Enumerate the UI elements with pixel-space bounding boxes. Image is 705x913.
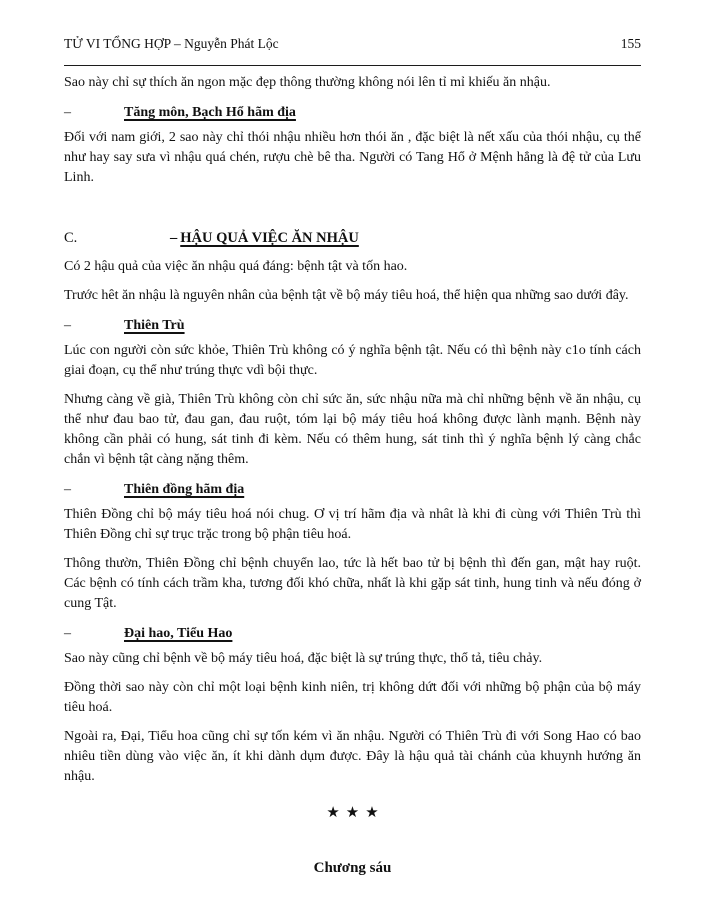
paragraph-hau-qua-1: Có 2 hậu quả của việc ăn nhậu quá đáng: bệnh tật và tốn hao. (64, 259, 408, 274)
heading-label: Thiên Trù (124, 318, 185, 333)
heading-label: Đại hao, Tiểu Hao (124, 626, 233, 641)
paragraph-dai-hao-1: Sao này cũng chỉ bệnh về bộ máy tiêu hoá, đặc biệt là sự trúng thực, thổ tả, tiêu chảy. (64, 651, 543, 666)
paragraph-thien-dong-2: Thông thườn, Thiên Đồng chỉ bệnh chuyển lao, tức là hết bao tử bị bệnh thì đến gan, mật hay ruột. Các bệnh có tính cách trầm kha, tương đối khó chữa, nhất là khi gặp sát tinh, hung tinh và nếu đóng ở cung Tật. (64, 556, 641, 611)
section-letter: C. (64, 230, 78, 246)
stars-divider: ★★★ (326, 805, 385, 821)
dash: – (64, 626, 71, 641)
paragraph-thien-dong-1: Thiên Đồng chỉ bộ máy tiêu hoá nói chug. Ơ vị trí hãm địa và nhât là khi đi cùng với Thiên Trù thì Thiên Đồng chỉ sự trục trặc trong bộ phận tiêu hoá. (64, 507, 641, 542)
dash: – (64, 105, 71, 120)
section-heading-hau-qua (64, 230, 641, 247)
heading-thien-dong (64, 482, 641, 498)
heading-label: Tăng môn, Bạch Hổ hãm địa (124, 105, 296, 120)
paragraph-dai-hao-3: Ngoài ra, Đại, Tiểu hoa cũng chỉ sự tốn kém vì ăn nhậu. Người có Thiên Trù đi với Song Hao có bao nhiêu tiền dùng vào việc ăn, ít khi dành dụm được. Đây là hậu quả tài chánh của khuynh hướng ăn nhậu. (64, 729, 641, 784)
paragraph-intro: Sao này chỉ sự thích ăn ngon mặc đẹp thông thường không nói lên tỉ mỉ khiếu ăn nhậu. (64, 75, 551, 90)
heading-dai-hao-tieu-hao (64, 626, 641, 642)
page-number: 155 (620, 36, 641, 51)
dash: – (64, 482, 71, 497)
paragraph-hau-qua-2: Trước hêt ăn nhậu là nguyên nhân của bệnh tật về bộ máy tiêu hoá, thể hiện qua những sao dưới đây. (64, 288, 629, 303)
section-label: HẬU QUẢ VIỆC ĂN NHẬU (180, 230, 359, 246)
running-title: TỬ VI TỔNG HỢP – Nguyễn Phát Lộc (64, 36, 279, 51)
chapter-title: Chương sáu (313, 860, 392, 876)
page-header (64, 36, 641, 52)
dash: – (170, 230, 178, 246)
heading-thien-tru (64, 318, 641, 334)
paragraph-tang-mon: Đối với nam giới, 2 sao này chỉ thói nhậu nhiều hơn thói ăn , đặc biệt là nết xấu của thói nhậu, cụ thể như hay say sưa vì nhậu quá chén, rượu chè bê tha. Người có Tang Hổ ở Mệnh hẳng là đệ tử của Lưu Linh. (64, 130, 641, 185)
dash: – (64, 318, 71, 333)
header-rule (64, 65, 641, 66)
heading-label: Thiên đồng hãm địa (124, 482, 245, 497)
paragraph-thien-tru-1: Lúc con người còn sức khỏe, Thiên Trù không có ý nghĩa bệnh tật. Nếu có thì bệnh này c1o tính cách giai đoạn, cụ thể như trúng thực vdì bội thực. (64, 343, 641, 378)
paragraph-dai-hao-2: Đồng thời sao này còn chỉ một loại bệnh kinh niên, trị không dứt đối với những bộ phận của bộ máy tiêu hoá. (64, 680, 641, 715)
paragraph-thien-tru-2: Nhưng càng về già, Thiên Trù không còn chỉ sức ăn, sức nhậu nữa mà chỉ những bệnh về ăn nhậu, cụ thể như đau bao tử, đau gan, đau ruột, tóm lại bộ máy tiêu hoá không được lành mạnh. Bệnh này không cần phải có hung, sát tinh đi kèm. Nếu có thêm hung, sát tinh thì ý nghĩa bệnh lý càng chắc chắn vì bệnh tật càng nặng thêm. (64, 392, 641, 467)
heading-tang-mon-bach-ho (64, 105, 641, 121)
